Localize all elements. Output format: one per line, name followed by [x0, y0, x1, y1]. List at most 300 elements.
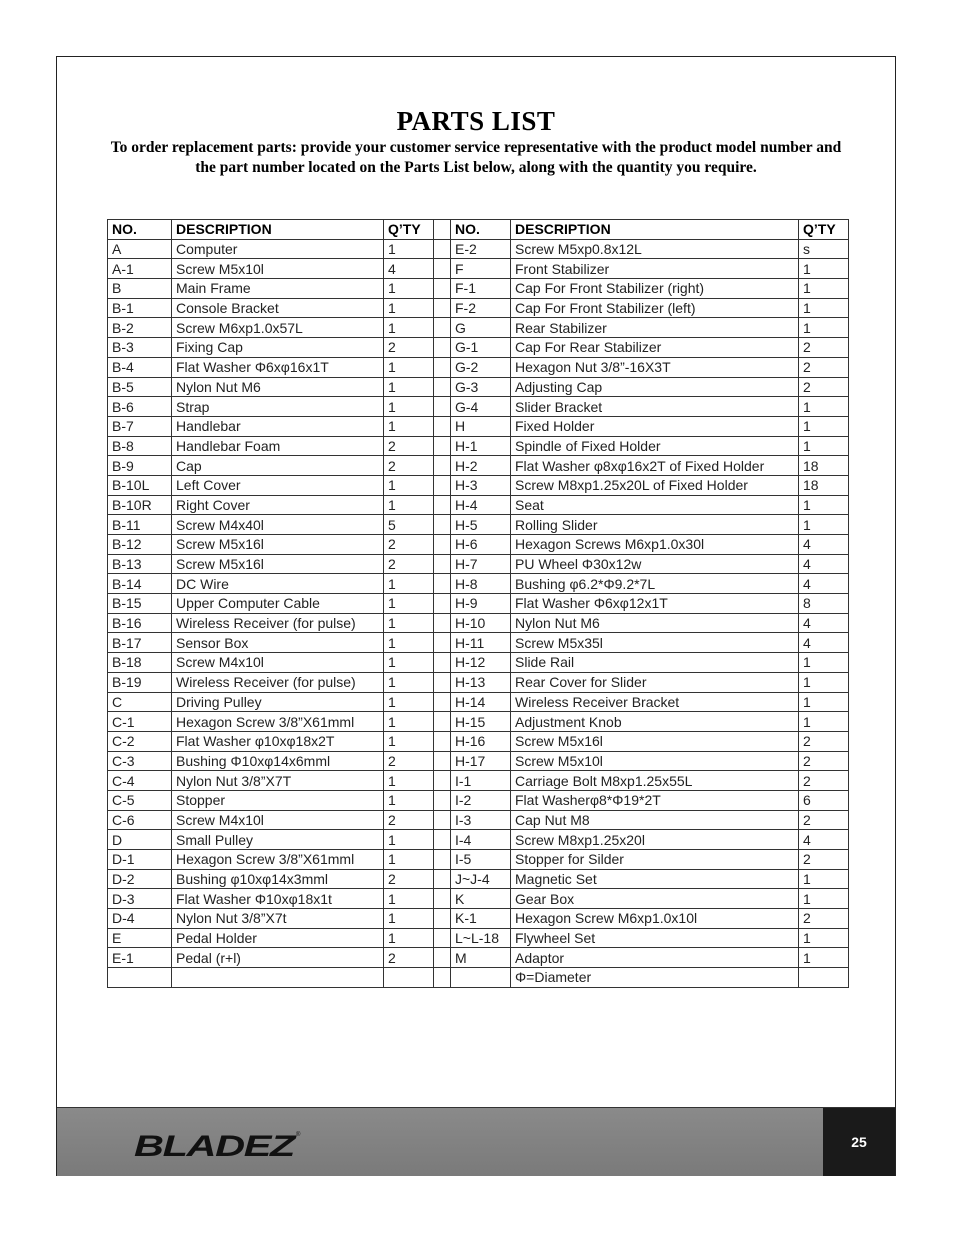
part-number: E-1 — [108, 948, 172, 968]
part-number: B-10R — [108, 495, 172, 515]
part-description: Fixed Holder — [511, 416, 799, 436]
column-gap — [434, 318, 451, 338]
part-quantity: 1 — [384, 653, 434, 673]
part-quantity: 1 — [799, 298, 849, 318]
table-row — [108, 416, 849, 436]
part-description — [172, 968, 384, 988]
part-description: Rolling Slider — [511, 515, 799, 535]
table-row — [108, 731, 849, 751]
page-subtitle: To order replacement parts: provide your customer service representative with the product model number and the part number located on the Parts List below, along with the quantity you require. — [110, 139, 842, 176]
part-description: Left Cover — [172, 475, 384, 495]
part-number: H-11 — [451, 633, 511, 653]
table-row — [108, 771, 849, 791]
part-number: C-5 — [108, 790, 172, 810]
part-quantity: 4 — [799, 574, 849, 594]
part-description: Stopper for Silder — [511, 850, 799, 870]
part-quantity: 1 — [384, 279, 434, 299]
column-gap — [434, 672, 451, 692]
part-number: F — [451, 259, 511, 279]
table-row — [108, 456, 849, 476]
table-row — [108, 889, 849, 909]
part-quantity: s — [799, 239, 849, 259]
table-row — [108, 475, 849, 495]
table-row — [108, 436, 849, 456]
part-quantity: 1 — [384, 574, 434, 594]
part-description: Screw M5x10l — [511, 751, 799, 771]
table-row — [108, 279, 849, 299]
part-number: B-7 — [108, 416, 172, 436]
part-number: A-1 — [108, 259, 172, 279]
part-quantity: 1 — [799, 889, 849, 909]
part-quantity: 6 — [799, 790, 849, 810]
header-qty: Q’TY — [799, 220, 849, 240]
table-row — [108, 928, 849, 948]
part-quantity: 1 — [384, 771, 434, 791]
part-description: Screw M4x10l — [172, 810, 384, 830]
table-row — [108, 515, 849, 535]
part-quantity: 2 — [799, 751, 849, 771]
part-number: H-14 — [451, 692, 511, 712]
column-gap — [434, 790, 451, 810]
part-number: G — [451, 318, 511, 338]
part-quantity: 1 — [799, 672, 849, 692]
column-gap — [434, 751, 451, 771]
part-quantity: 2 — [799, 338, 849, 358]
column-gap — [434, 613, 451, 633]
part-quantity: 1 — [799, 869, 849, 889]
part-number — [451, 968, 511, 988]
column-gap — [434, 771, 451, 791]
part-quantity: 4 — [799, 633, 849, 653]
column-gap — [434, 869, 451, 889]
table-row — [108, 909, 849, 929]
part-number: D — [108, 830, 172, 850]
part-quantity: 18 — [799, 475, 849, 495]
column-gap — [434, 239, 451, 259]
part-number: G-2 — [451, 357, 511, 377]
part-quantity: 1 — [799, 436, 849, 456]
part-quantity: 1 — [799, 653, 849, 673]
column-gap — [434, 731, 451, 751]
part-description: Pedal Holder — [172, 928, 384, 948]
part-number: B-2 — [108, 318, 172, 338]
part-quantity: 1 — [384, 475, 434, 495]
table-row — [108, 239, 849, 259]
table-row — [108, 712, 849, 732]
part-description: Flat Washer φ10xφ18x2T — [172, 731, 384, 751]
part-description: Fixing Cap — [172, 338, 384, 358]
part-description: Cap For Rear Stabilizer — [511, 338, 799, 358]
table-row — [108, 495, 849, 515]
part-number: F-2 — [451, 298, 511, 318]
part-number: B-4 — [108, 357, 172, 377]
part-number: B-8 — [108, 436, 172, 456]
part-description: Hexagon Screw M6xp1.0x10l — [511, 909, 799, 929]
part-quantity: 4 — [384, 259, 434, 279]
part-number: C — [108, 692, 172, 712]
column-gap — [434, 475, 451, 495]
part-number: H-3 — [451, 475, 511, 495]
part-description: Driving Pulley — [172, 692, 384, 712]
part-number: E — [108, 928, 172, 948]
part-description: Flat Washer Φ10xφ18x1t — [172, 889, 384, 909]
part-quantity: 1 — [384, 731, 434, 751]
part-description: Nylon Nut M6 — [511, 613, 799, 633]
part-number: K-1 — [451, 909, 511, 929]
part-description: Front Stabilizer — [511, 259, 799, 279]
part-number: D-3 — [108, 889, 172, 909]
part-description: Carriage Bolt M8xp1.25x55L — [511, 771, 799, 791]
part-number: B-11 — [108, 515, 172, 535]
column-gap — [434, 377, 451, 397]
part-number: B-17 — [108, 633, 172, 653]
part-number: H-5 — [451, 515, 511, 535]
part-quantity: 8 — [799, 594, 849, 614]
bladez-logo — [132, 1126, 307, 1160]
header-no: NO. — [108, 220, 172, 240]
part-description: Adjustment Knob — [511, 712, 799, 732]
part-number: C-2 — [108, 731, 172, 751]
part-number: H-7 — [451, 554, 511, 574]
part-description: Handlebar Foam — [172, 436, 384, 456]
part-number: H-8 — [451, 574, 511, 594]
part-description: Strap — [172, 397, 384, 417]
part-number: D-1 — [108, 850, 172, 870]
part-number: G-4 — [451, 397, 511, 417]
part-quantity: 1 — [799, 692, 849, 712]
table-header-row — [108, 220, 849, 240]
part-description: Spindle of Fixed Holder — [511, 436, 799, 456]
column-gap — [434, 850, 451, 870]
part-quantity: 1 — [384, 850, 434, 870]
part-quantity: 1 — [799, 712, 849, 732]
part-number: H-1 — [451, 436, 511, 456]
part-description: Cap Nut M8 — [511, 810, 799, 830]
part-number: F-1 — [451, 279, 511, 299]
part-number: H-4 — [451, 495, 511, 515]
table-row — [108, 653, 849, 673]
table-row — [108, 535, 849, 555]
part-number: B-16 — [108, 613, 172, 633]
part-description: Screw M5xp0.8x12L — [511, 239, 799, 259]
part-quantity: 1 — [384, 318, 434, 338]
table-row — [108, 830, 849, 850]
part-quantity: 4 — [799, 554, 849, 574]
part-number: I-1 — [451, 771, 511, 791]
part-number: B-13 — [108, 554, 172, 574]
part-quantity: 2 — [384, 810, 434, 830]
part-quantity: 1 — [384, 712, 434, 732]
part-number: H-12 — [451, 653, 511, 673]
column-gap — [434, 633, 451, 653]
part-description: Flywheel Set — [511, 928, 799, 948]
column-gap — [434, 397, 451, 417]
part-number: L~L-18 — [451, 928, 511, 948]
part-quantity: 2 — [799, 810, 849, 830]
column-gap — [434, 456, 451, 476]
part-description: Screw M5x16l — [172, 554, 384, 574]
page-title: PARTS LIST — [396, 106, 556, 136]
part-quantity: 1 — [799, 928, 849, 948]
part-description: Slider Bracket — [511, 397, 799, 417]
part-description: Wireless Receiver Bracket — [511, 692, 799, 712]
part-quantity: 2 — [799, 850, 849, 870]
part-description: Screw M8xp1.25x20L of Fixed Holder — [511, 475, 799, 495]
table-row — [108, 968, 849, 988]
table-row — [108, 594, 849, 614]
part-number: I-4 — [451, 830, 511, 850]
part-description: Adjusting Cap — [511, 377, 799, 397]
part-description: PU Wheel Φ30x12w — [511, 554, 799, 574]
part-quantity: 2 — [384, 436, 434, 456]
table-row — [108, 357, 849, 377]
table-row — [108, 338, 849, 358]
part-number: B-14 — [108, 574, 172, 594]
part-quantity: 1 — [384, 594, 434, 614]
part-description: Console Bracket — [172, 298, 384, 318]
part-quantity: 4 — [799, 535, 849, 555]
part-number: C-3 — [108, 751, 172, 771]
column-gap — [434, 357, 451, 377]
part-number: H-6 — [451, 535, 511, 555]
part-description: Computer — [172, 239, 384, 259]
table-row — [108, 790, 849, 810]
column-gap — [434, 338, 451, 358]
part-number: B — [108, 279, 172, 299]
column-gap — [434, 968, 451, 988]
column-gap — [434, 574, 451, 594]
part-number: B-1 — [108, 298, 172, 318]
part-number: H-17 — [451, 751, 511, 771]
part-number: B-6 — [108, 397, 172, 417]
column-gap — [434, 436, 451, 456]
part-quantity: 1 — [799, 318, 849, 338]
part-number: H-16 — [451, 731, 511, 751]
part-number: A — [108, 239, 172, 259]
table-row — [108, 810, 849, 830]
part-quantity: 1 — [384, 495, 434, 515]
part-number: H-15 — [451, 712, 511, 732]
part-quantity: 1 — [384, 377, 434, 397]
part-quantity: 1 — [384, 928, 434, 948]
part-quantity: 2 — [799, 377, 849, 397]
part-description: Hexagon Nut 3/8”-16X3T — [511, 357, 799, 377]
page-footer — [57, 1107, 895, 1176]
header-no: NO. — [451, 220, 511, 240]
part-description: Hexagon Screw 3/8”X61mml — [172, 712, 384, 732]
part-quantity: 1 — [799, 515, 849, 535]
column-gap — [434, 495, 451, 515]
part-number — [108, 968, 172, 988]
part-quantity: 1 — [799, 279, 849, 299]
table-row — [108, 633, 849, 653]
part-quantity: 1 — [384, 397, 434, 417]
part-description: Flat Washerφ8*Φ19*2T — [511, 790, 799, 810]
part-description: Rear Cover for Slider — [511, 672, 799, 692]
header-description: DESCRIPTION — [172, 220, 384, 240]
part-number: H — [451, 416, 511, 436]
part-quantity: 1 — [384, 830, 434, 850]
part-quantity: 2 — [384, 554, 434, 574]
part-number: M — [451, 948, 511, 968]
part-description: Screw M5x16l — [511, 731, 799, 751]
part-number: H-9 — [451, 594, 511, 614]
table-row — [108, 692, 849, 712]
part-number: B-10L — [108, 475, 172, 495]
part-description: Handlebar — [172, 416, 384, 436]
part-number: H-13 — [451, 672, 511, 692]
header-description: DESCRIPTION — [511, 220, 799, 240]
table-row — [108, 869, 849, 889]
column-gap — [434, 653, 451, 673]
part-description: Bushing Φ10xφ14x6mml — [172, 751, 384, 771]
part-number: B-19 — [108, 672, 172, 692]
part-description: Hexagon Screws M6xp1.0x30l — [511, 535, 799, 555]
part-number: C-6 — [108, 810, 172, 830]
part-quantity: 1 — [384, 692, 434, 712]
table-row — [108, 948, 849, 968]
part-description: Magnetic Set — [511, 869, 799, 889]
part-description: Stopper — [172, 790, 384, 810]
part-quantity: 4 — [799, 830, 849, 850]
part-number: H-10 — [451, 613, 511, 633]
part-description: Right Cover — [172, 495, 384, 515]
part-description: Screw M4x40l — [172, 515, 384, 535]
column-gap — [434, 298, 451, 318]
part-quantity: 2 — [384, 338, 434, 358]
table-row — [108, 298, 849, 318]
part-description: Upper Computer Cable — [172, 594, 384, 614]
part-description: Screw M4x10l — [172, 653, 384, 673]
part-quantity: 1 — [799, 397, 849, 417]
parts-table — [107, 219, 849, 988]
page-number: 25 — [823, 1108, 895, 1176]
part-quantity: 5 — [384, 515, 434, 535]
part-number: B-12 — [108, 535, 172, 555]
part-description: Wireless Receiver (for pulse) — [172, 613, 384, 633]
part-description: Nylon Nut M6 — [172, 377, 384, 397]
column-gap — [434, 889, 451, 909]
table-row — [108, 377, 849, 397]
part-description: Screw M6xp1.0x57L — [172, 318, 384, 338]
svg-text:BLADEZ: BLADEZ — [134, 1130, 298, 1160]
part-number: I-3 — [451, 810, 511, 830]
part-description: Screw M8xp1.25x20l — [511, 830, 799, 850]
column-gap — [434, 535, 451, 555]
part-quantity: 1 — [384, 416, 434, 436]
part-quantity: 4 — [799, 613, 849, 633]
part-description: Wireless Receiver (for pulse) — [172, 672, 384, 692]
part-description: Cap — [172, 456, 384, 476]
part-description: Seat — [511, 495, 799, 515]
column-gap — [434, 416, 451, 436]
column-gap — [434, 554, 451, 574]
column-gap — [434, 594, 451, 614]
part-description: Φ=Diameter — [511, 968, 799, 988]
part-quantity: 2 — [799, 357, 849, 377]
svg-text:®: ® — [296, 1132, 301, 1138]
part-description: Main Frame — [172, 279, 384, 299]
part-quantity: 2 — [384, 869, 434, 889]
part-number: I-2 — [451, 790, 511, 810]
part-description: Cap For Front Stabilizer (right) — [511, 279, 799, 299]
part-number: D-4 — [108, 909, 172, 929]
part-quantity: 1 — [384, 239, 434, 259]
column-gap — [434, 259, 451, 279]
column-gap — [434, 712, 451, 732]
part-description: Flat Washer φ8xφ16x2T of Fixed Holder — [511, 456, 799, 476]
column-gap — [434, 810, 451, 830]
table-row — [108, 672, 849, 692]
part-number: B-3 — [108, 338, 172, 358]
part-quantity: 1 — [384, 909, 434, 929]
column-gap — [434, 220, 451, 240]
part-description: Adaptor — [511, 948, 799, 968]
table-row — [108, 397, 849, 417]
part-number: B-9 — [108, 456, 172, 476]
part-quantity: 1 — [384, 298, 434, 318]
column-gap — [434, 909, 451, 929]
part-quantity: 1 — [799, 948, 849, 968]
part-quantity: 2 — [384, 948, 434, 968]
part-description: Flat Washer Φ6xφ12x1T — [511, 594, 799, 614]
part-number: I-5 — [451, 850, 511, 870]
part-description: Screw M5x16l — [172, 535, 384, 555]
part-quantity: 2 — [384, 535, 434, 555]
part-number: K — [451, 889, 511, 909]
part-description: Bushing φ10xφ14x3mml — [172, 869, 384, 889]
part-description: Screw M5x10l — [172, 259, 384, 279]
part-description: Hexagon Screw 3/8”X61mml — [172, 850, 384, 870]
part-description: Screw M5x35l — [511, 633, 799, 653]
part-description: Nylon Nut 3/8”X7t — [172, 909, 384, 929]
part-description: Small Pulley — [172, 830, 384, 850]
part-number: C-1 — [108, 712, 172, 732]
part-quantity: 2 — [799, 909, 849, 929]
part-description: Rear Stabilizer — [511, 318, 799, 338]
part-quantity: 2 — [384, 456, 434, 476]
column-gap — [434, 515, 451, 535]
part-number: B-5 — [108, 377, 172, 397]
part-quantity — [384, 968, 434, 988]
part-quantity: 1 — [799, 259, 849, 279]
part-number: J~J-4 — [451, 869, 511, 889]
column-gap — [434, 692, 451, 712]
part-quantity: 2 — [799, 771, 849, 791]
part-description: Sensor Box — [172, 633, 384, 653]
part-quantity: 1 — [384, 633, 434, 653]
table-row — [108, 259, 849, 279]
table-row — [108, 751, 849, 771]
part-description: Nylon Nut 3/8”X7T — [172, 771, 384, 791]
part-quantity: 1 — [384, 889, 434, 909]
table-row — [108, 318, 849, 338]
part-quantity: 2 — [384, 751, 434, 771]
header-qty: Q’TY — [384, 220, 434, 240]
part-description: Flat Washer Φ6xφ16x1T — [172, 357, 384, 377]
column-gap — [434, 279, 451, 299]
column-gap — [434, 830, 451, 850]
part-number: D-2 — [108, 869, 172, 889]
column-gap — [434, 928, 451, 948]
part-quantity: 2 — [799, 731, 849, 751]
table-row — [108, 613, 849, 633]
part-number: E-2 — [451, 239, 511, 259]
part-description: Gear Box — [511, 889, 799, 909]
column-gap — [434, 948, 451, 968]
part-quantity: 1 — [384, 672, 434, 692]
part-description: Pedal (r+l) — [172, 948, 384, 968]
